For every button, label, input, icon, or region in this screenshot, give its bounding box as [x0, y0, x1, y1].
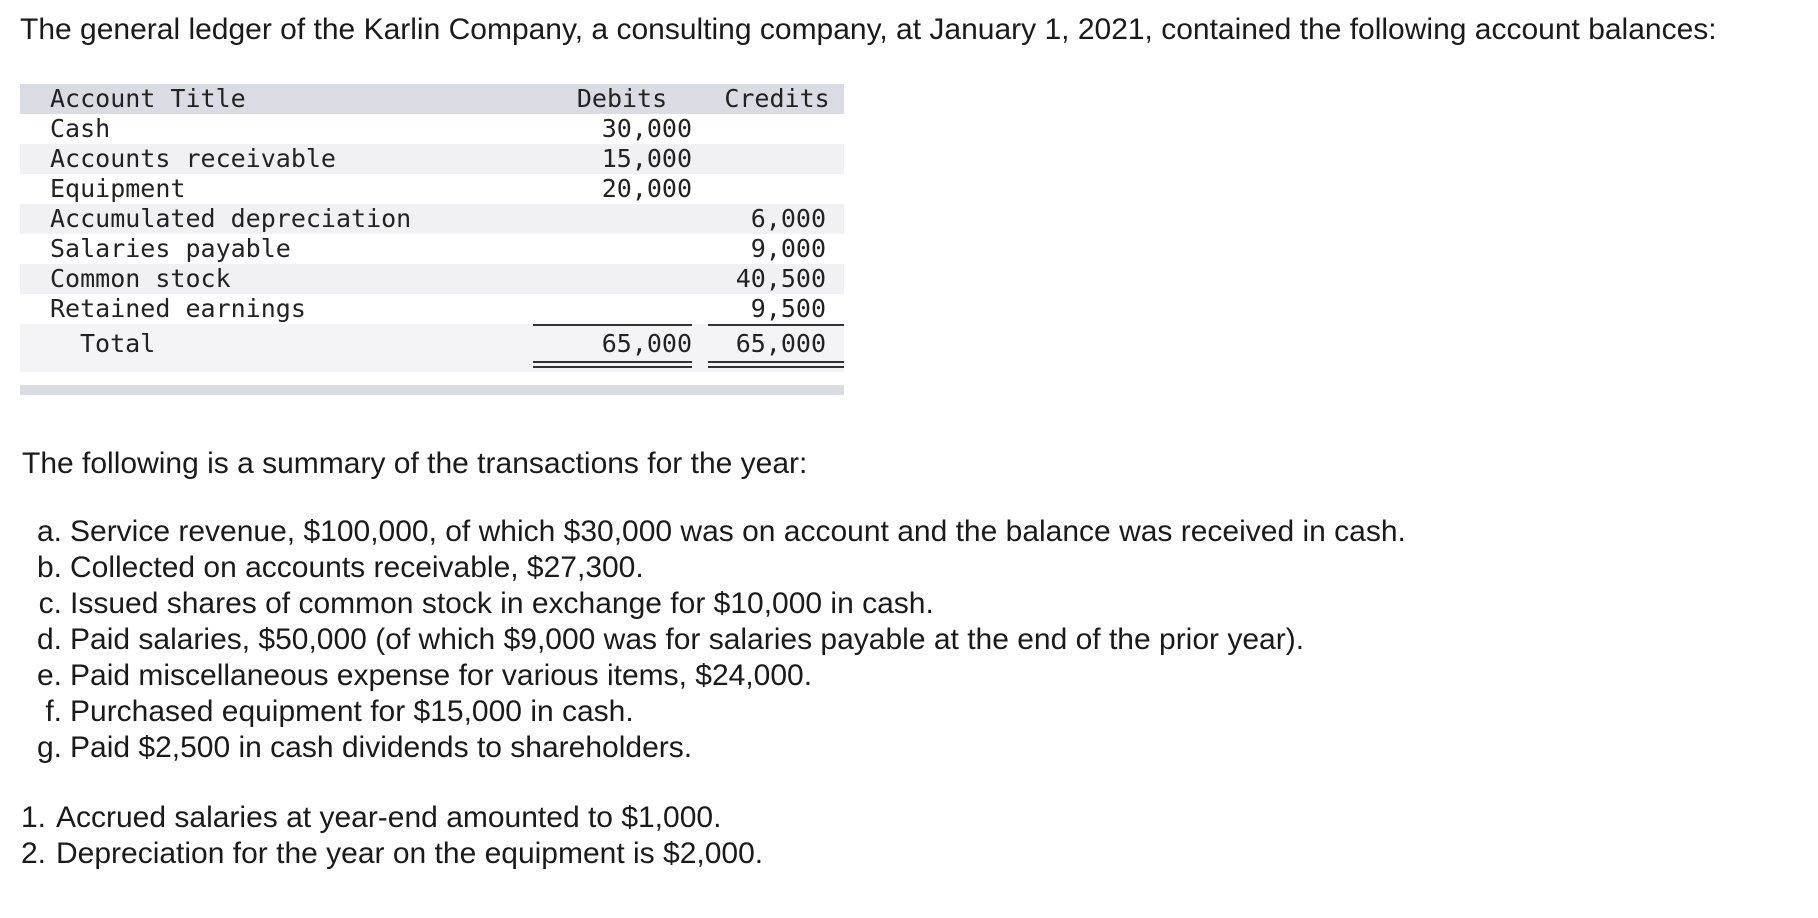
account-title: Common stock: [50, 264, 231, 293]
item-label: b.: [36, 551, 62, 584]
ledger-row: [20, 144, 844, 174]
ledger-row: [20, 174, 844, 204]
credit-value: 9,500: [750, 294, 826, 323]
list-item: [20, 550, 1406, 586]
item-text: Purchased equipment for $15,000 in cash.: [70, 695, 634, 728]
ledger-row: [20, 204, 844, 234]
list-item: [20, 658, 1406, 694]
total-label: Total: [80, 329, 156, 358]
item-label: e.: [36, 659, 62, 692]
list-item: [14, 836, 763, 872]
ledger-bottom-bar: [20, 385, 844, 395]
item-text: Accrued salaries at year-end amounted to $1,000.: [56, 801, 722, 834]
item-text: Issued shares of common stock in exchange for $10,000 in cash.: [70, 587, 934, 620]
list-item: [20, 586, 1406, 622]
item-text: Paid salaries, $50,000 (of which $9,000 was for salaries payable at the end of the prior year).: [70, 623, 1305, 656]
ledger-row: [20, 234, 844, 264]
debit-value: 20,000: [601, 174, 692, 203]
item-label: g.: [36, 731, 62, 764]
credit-total-double-rule: [708, 361, 844, 368]
total-credit-value: 65,000: [735, 329, 826, 358]
account-title: Accumulated depreciation: [50, 204, 412, 233]
intro-text: The general ledger of the Karlin Company, a consulting company, at January 1, 2021, contained the following account balances:: [20, 13, 1717, 46]
ledger-table: [20, 84, 844, 395]
item-text: Service revenue, $100,000, of which $30,000 was on account and the balance was received in cash.: [70, 515, 1406, 548]
ledger-total-row: [20, 324, 844, 372]
debit-value: 15,000: [601, 144, 692, 173]
ledger-row: [20, 264, 844, 294]
item-label: 1.: [20, 801, 46, 834]
item-label: c.: [38, 587, 62, 620]
item-label: a.: [36, 515, 62, 548]
item-text: Collected on accounts receivable, $27,300.: [70, 551, 644, 584]
debit-total-double-rule: [533, 361, 692, 368]
list-item: [14, 800, 763, 836]
item-text: Paid miscellaneous expense for various items, $24,000.: [70, 659, 813, 692]
ledger-row: [20, 114, 844, 144]
item-text: Depreciation for the year on the equipment is $2,000.: [56, 837, 764, 870]
account-title: Accounts receivable: [50, 144, 336, 173]
item-label: d.: [36, 623, 62, 656]
adjustment-list: [14, 800, 763, 872]
summary-heading: The following is a summary of the transactions for the year:: [22, 447, 808, 480]
item-label: f.: [45, 695, 62, 728]
header-debits: Debits: [576, 84, 668, 113]
account-title: Retained earnings: [50, 294, 306, 323]
debit-value: 30,000: [601, 114, 692, 143]
credit-value: 40,500: [735, 264, 826, 293]
list-item: [20, 514, 1406, 550]
list-item: [20, 694, 1406, 730]
account-title: Salaries payable: [50, 234, 291, 263]
item-text: Paid $2,500 in cash dividends to shareholders.: [70, 731, 693, 764]
transaction-list: [20, 514, 1406, 766]
credit-value: 6,000: [750, 204, 826, 233]
credit-value: 9,000: [750, 234, 826, 263]
item-label: 2.: [20, 837, 46, 870]
ledger-header-row: [20, 84, 844, 114]
header-credits: Credits: [724, 84, 830, 113]
ledger-row: [20, 294, 844, 324]
list-item: [20, 622, 1406, 658]
list-item: [20, 730, 1406, 766]
account-title: Equipment: [50, 174, 186, 203]
total-debit-value: 65,000: [601, 329, 692, 358]
account-title: Cash: [50, 114, 111, 143]
header-account-title: Account Title: [50, 84, 246, 113]
